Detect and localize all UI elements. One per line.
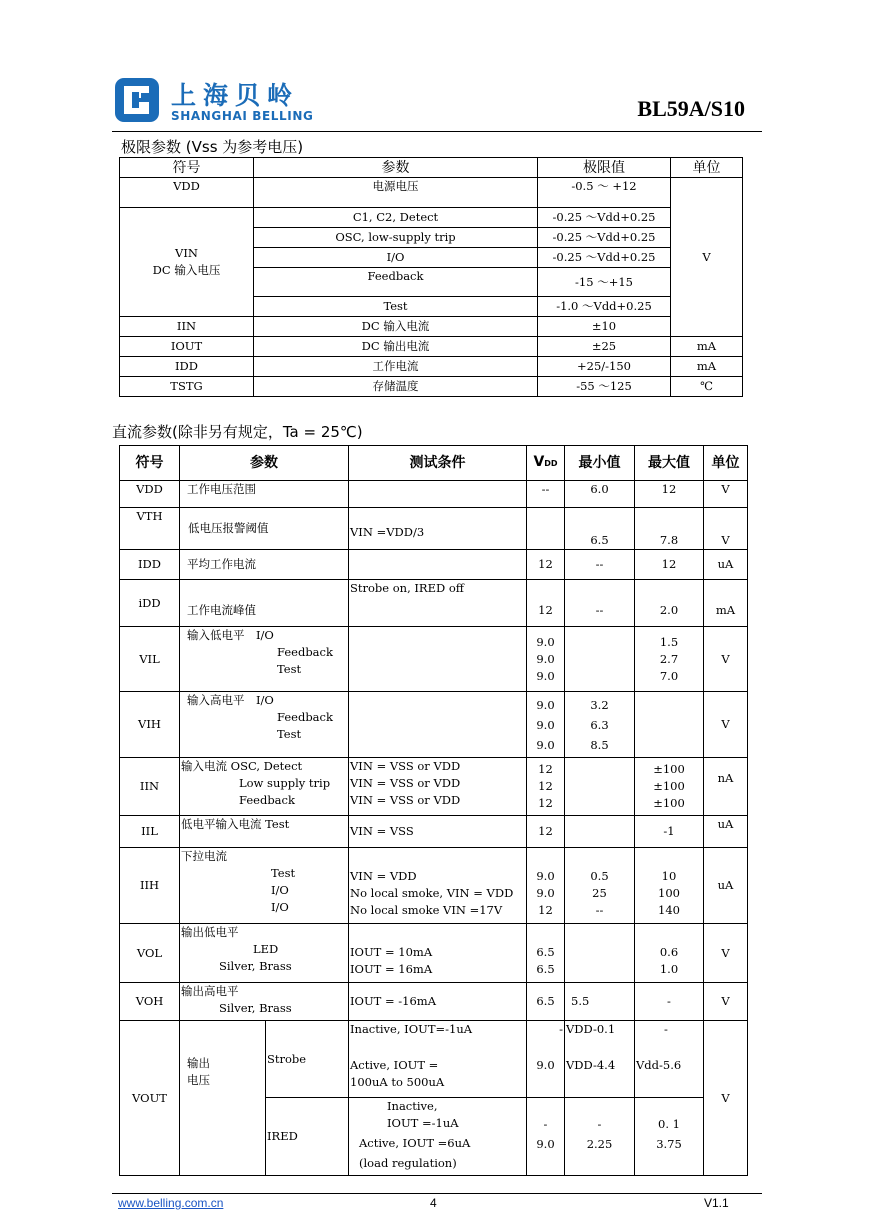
company-logo <box>115 74 315 126</box>
header-vdd <box>527 446 565 481</box>
table-header-row <box>120 158 743 178</box>
param-line: Feedback <box>277 645 333 659</box>
symbol-cell: VIH <box>120 692 180 758</box>
cond-line: VIN = VSS or VDD <box>350 793 461 807</box>
param-line: 输入低电平 I/O <box>187 628 274 642</box>
min-line: VDD-4.4 <box>566 1058 616 1072</box>
limit-cell: -0.25 ～Vdd+0.25 <box>538 208 671 228</box>
table-row <box>120 208 743 228</box>
unit-cell: uA <box>704 816 748 848</box>
min-line: 0.5 <box>590 869 609 883</box>
max-cell: -1 <box>635 816 704 848</box>
header-divider <box>112 131 762 132</box>
min-cell <box>565 1021 635 1098</box>
max-line: 100 <box>658 886 680 900</box>
limit-cell: -55 ～125 <box>538 377 671 397</box>
min-cell <box>565 924 635 983</box>
vdd-line: 6.5 <box>536 945 555 959</box>
table-row <box>120 508 748 550</box>
cond-cell <box>349 924 527 983</box>
param-line: Low supply trip <box>239 776 331 790</box>
vdd-cell <box>527 1021 565 1098</box>
unit-cell: V <box>704 924 748 983</box>
param-cell: 低电平输入电流 Test <box>180 816 349 848</box>
limit-cell: -0.5 ～ +12 <box>538 178 671 208</box>
cond-line: IOUT = 10mA <box>350 945 433 959</box>
vdd-cell <box>527 848 565 924</box>
param-line: LED <box>253 942 279 956</box>
max-cell: 7.8 <box>635 508 704 550</box>
symbol-cell: IIN <box>120 317 254 337</box>
param-line: Test <box>271 866 296 880</box>
sub-param-cell: Strobe <box>266 1021 349 1098</box>
max-line: Vdd-5.6 <box>636 1058 682 1072</box>
param-cell: DC 输出电流 <box>254 337 538 357</box>
cond-line: VIN = VDD <box>350 869 417 883</box>
header-max: 最大值 <box>635 446 704 481</box>
symbol-line: VIN <box>175 246 198 260</box>
header-limit: 极限值 <box>538 158 671 178</box>
table-row <box>120 178 743 208</box>
min-line: - <box>597 1117 602 1131</box>
unit-cell: V <box>704 692 748 758</box>
cond-line: Inactive, <box>387 1099 438 1113</box>
vdd-line: 12 <box>538 762 553 776</box>
sub-param-cell: IRED <box>266 1098 349 1176</box>
cond-cell <box>349 627 527 692</box>
min-cell <box>565 692 635 758</box>
vdd-cell: -- <box>527 481 565 508</box>
table-row <box>120 481 748 508</box>
param-cell: DC 输入电流 <box>254 317 538 337</box>
unit-cell: V <box>704 983 748 1021</box>
param-cell: 工作电流峰值 <box>180 580 349 627</box>
vdd-cell: 6.5 <box>527 983 565 1021</box>
absolute-max-title: 极限参数 (Vss 为参考电压) <box>121 138 304 156</box>
limit-cell: -15 ～+15 <box>538 268 671 297</box>
vdd-line: 9.0 <box>536 869 555 883</box>
symbol-cell <box>120 208 254 317</box>
vdd-line: 12 <box>538 779 553 793</box>
max-line: 2.7 <box>659 651 679 666</box>
param-cell: C1, C2, Detect <box>254 208 538 228</box>
cond-line: VIN = VSS or VDD <box>350 776 461 790</box>
limit-cell: ±10 <box>538 317 671 337</box>
table-row <box>120 337 743 357</box>
unit-cell: V <box>704 481 748 508</box>
table-row <box>120 377 743 397</box>
min-cell <box>565 816 635 848</box>
limit-cell: ±25 <box>538 337 671 357</box>
symbol-cell: IDD <box>120 357 254 377</box>
vdd-line: 9.0 <box>536 651 555 666</box>
max-cell <box>635 848 704 924</box>
vdd-line: 9.0 <box>536 634 555 649</box>
footer-divider <box>112 1193 762 1194</box>
cond-cell <box>349 1021 527 1098</box>
cond-line: No local smoke VIN =17V <box>350 903 503 917</box>
min-line: 25 <box>592 886 607 900</box>
param-cell: 电源电压 <box>254 178 538 208</box>
vdd-cell <box>527 758 565 816</box>
unit-cell: V <box>704 508 748 550</box>
header-unit: 单位 <box>704 446 748 481</box>
param-line: Feedback <box>277 710 333 724</box>
symbol-line: DC 输入电压 <box>152 263 221 277</box>
min-line: 8.5 <box>590 737 609 752</box>
vdd-cell <box>527 627 565 692</box>
table-row <box>120 816 748 848</box>
table-row <box>120 580 748 627</box>
cond-line: Active, IOUT = <box>350 1058 439 1072</box>
brand-name-cn: 上海贝岭 <box>171 81 300 110</box>
brand-name-en: SHANGHAI BELLING <box>171 109 314 123</box>
dc-params-title: 直流参数(除非另有规定，Ta = 25℃) <box>112 423 363 441</box>
max-cell: 12 <box>635 550 704 580</box>
vdd-line: 9.0 <box>536 668 555 683</box>
table-row <box>120 357 743 377</box>
symbol-cell: VDD <box>120 178 254 208</box>
max-cell <box>635 1021 704 1098</box>
cond-cell: VIN =VDD/3 <box>349 508 527 550</box>
vdd-line: - <box>543 1117 548 1131</box>
max-line: 1.5 <box>659 634 679 649</box>
min-cell: 5.5 <box>565 983 635 1021</box>
min-cell: -- <box>565 550 635 580</box>
param-cell: I/O <box>254 248 538 268</box>
param-cell <box>180 758 349 816</box>
max-line: 3.75 <box>656 1137 682 1151</box>
table-row <box>120 924 748 983</box>
unit-cell: mA <box>671 357 743 377</box>
max-cell <box>635 1098 704 1176</box>
table-row <box>120 848 748 924</box>
unit-cell: mA <box>704 580 748 627</box>
unit-cell: V <box>704 1021 748 1176</box>
max-cell: 12 <box>635 481 704 508</box>
max-cell <box>635 692 704 758</box>
header-symbol: 符号 <box>120 446 180 481</box>
max-cell: 2.0 <box>635 580 704 627</box>
symbol-cell: VOUT <box>120 1021 180 1176</box>
vdd-cell <box>527 508 565 550</box>
vdd-cell: 12 <box>527 580 565 627</box>
vdd-cell: 12 <box>527 816 565 848</box>
param-cell <box>180 627 349 692</box>
header-vdd-sub: DD <box>544 459 558 468</box>
vdd-line: 9.0 <box>536 886 555 900</box>
vdd-line: - <box>559 1022 563 1036</box>
param-cell: Test <box>254 297 538 317</box>
vdd-cell: 12 <box>527 550 565 580</box>
max-line: - <box>664 1022 668 1036</box>
cond-cell <box>349 481 527 508</box>
param-line: 输出低电平 <box>181 925 239 939</box>
max-cell: - <box>635 983 704 1021</box>
header-param: 参数 <box>180 446 349 481</box>
symbol-cell: VTH <box>120 508 180 550</box>
unit-cell: V <box>671 178 743 337</box>
vdd-line: 9.0 <box>536 1137 555 1151</box>
param-cell <box>180 848 349 924</box>
website-link[interactable]: www.belling.com.cn <box>118 1196 224 1210</box>
max-line: ±100 <box>653 796 685 810</box>
table-row <box>120 1021 748 1098</box>
header-unit: 单位 <box>671 158 743 178</box>
param-cell: OSC, low-supply trip <box>254 228 538 248</box>
symbol-cell: IDD <box>120 550 180 580</box>
param-cell: Feedback <box>254 268 538 297</box>
cond-line: Inactive, IOUT=-1uA <box>350 1022 473 1036</box>
header-min: 最小值 <box>565 446 635 481</box>
param-line: 输入高电平 I/O <box>187 693 274 707</box>
max-cell <box>635 924 704 983</box>
cond-line: IOUT = 16mA <box>350 962 433 976</box>
min-cell <box>565 1098 635 1176</box>
unit-cell: nA <box>704 758 748 816</box>
param-line: I/O <box>271 883 289 897</box>
min-cell <box>565 627 635 692</box>
cond-cell <box>349 1098 527 1176</box>
unit-cell: uA <box>704 848 748 924</box>
unit-cell: ℃ <box>671 377 743 397</box>
min-cell: -- <box>565 580 635 627</box>
param-cell <box>180 983 349 1021</box>
cond-line: (load regulation) <box>359 1156 457 1170</box>
belling-logo-icon <box>115 78 159 122</box>
cond-cell: IOUT = -16mA <box>349 983 527 1021</box>
limit-cell: +25/-150 <box>538 357 671 377</box>
table-row <box>120 627 748 692</box>
param-line: 输入电流 OSC, Detect <box>181 759 303 773</box>
min-cell: 6.5 <box>565 508 635 550</box>
vdd-line: 9.0 <box>536 717 555 732</box>
absolute-max-table <box>119 157 743 397</box>
vdd-line: 12 <box>538 796 553 810</box>
symbol-cell: IOUT <box>120 337 254 357</box>
symbol-cell: IIN <box>120 758 180 816</box>
header-cond: 测试条件 <box>349 446 527 481</box>
cond-cell <box>349 692 527 758</box>
symbol-cell: VOH <box>120 983 180 1021</box>
cond-cell <box>349 550 527 580</box>
vdd-cell <box>527 924 565 983</box>
param-cell: 平均工作电流 <box>180 550 349 580</box>
table-row <box>120 758 748 816</box>
min-line: 3.2 <box>590 697 609 712</box>
vdd-line: 9.0 <box>536 697 555 712</box>
cond-line: 100uA to 500uA <box>350 1075 445 1089</box>
param-line: Silver, Brass <box>219 1001 292 1015</box>
max-line: 7.0 <box>659 668 679 683</box>
param-cell: 存储温度 <box>254 377 538 397</box>
symbol-cell: iDD <box>120 580 180 627</box>
page-number: 4 <box>430 1196 437 1210</box>
cond-line: Active, IOUT =6uA <box>359 1136 471 1150</box>
model-number: BL59A/S10 <box>637 96 745 121</box>
param-cell <box>180 692 349 758</box>
unit-cell: uA <box>704 550 748 580</box>
param-line: 下拉电流 <box>181 849 227 863</box>
table-header-row <box>120 446 748 481</box>
vdd-line: 6.5 <box>536 962 555 976</box>
max-line: 1.0 <box>659 962 679 976</box>
header-vdd-main: V <box>533 454 545 470</box>
param-cell <box>180 1021 266 1176</box>
min-line: VDD-0.1 <box>566 1022 616 1036</box>
param-line: 输出高电平 <box>181 984 239 998</box>
max-cell <box>635 758 704 816</box>
param-line: I/O <box>271 900 289 914</box>
max-line: 10 <box>661 869 677 883</box>
cond-line: IOUT =-1uA <box>387 1116 459 1130</box>
symbol-cell: TSTG <box>120 377 254 397</box>
min-cell: 6.0 <box>565 481 635 508</box>
table-row <box>120 983 748 1021</box>
unit-cell: mA <box>671 337 743 357</box>
cond-cell: Strobe on, IRED off <box>349 580 527 627</box>
header-param: 参数 <box>254 158 538 178</box>
symbol-cell: VIL <box>120 627 180 692</box>
param-line: 电压 <box>187 1073 210 1087</box>
vdd-line: 9.0 <box>536 737 555 752</box>
min-line: -- <box>595 903 604 917</box>
symbol-cell: VOL <box>120 924 180 983</box>
param-line: Silver, Brass <box>219 959 292 973</box>
min-line: 6.3 <box>590 717 609 732</box>
min-cell <box>565 848 635 924</box>
max-cell <box>635 627 704 692</box>
unit-cell: V <box>704 627 748 692</box>
table-row <box>120 692 748 758</box>
header-symbol: 符号 <box>120 158 254 178</box>
cond-cell <box>349 848 527 924</box>
limit-cell: -0.25 ～Vdd+0.25 <box>538 248 671 268</box>
cond-line: No local smoke, VIN = VDD <box>350 886 514 900</box>
max-line: ±100 <box>653 779 685 793</box>
limit-cell: -0.25 ～Vdd+0.25 <box>538 228 671 248</box>
param-line: Test <box>277 662 302 676</box>
max-line: ±100 <box>653 762 685 776</box>
param-cell <box>180 924 349 983</box>
vdd-line: 12 <box>538 903 553 917</box>
table-row <box>120 550 748 580</box>
table-row <box>120 317 743 337</box>
cond-cell <box>349 758 527 816</box>
max-line: 0.6 <box>659 945 679 959</box>
param-cell: 低电压报警阈值 <box>180 508 349 550</box>
param-cell: 工作电压范围 <box>180 481 349 508</box>
param-line: Test <box>277 727 302 741</box>
symbol-cell: VDD <box>120 481 180 508</box>
cond-line: VIN = VSS or VDD <box>350 759 461 773</box>
vdd-line: 9.0 <box>536 1058 555 1072</box>
vdd-cell <box>527 692 565 758</box>
min-line: 2.25 <box>586 1137 613 1151</box>
param-line: Feedback <box>239 793 295 807</box>
min-cell <box>565 758 635 816</box>
cond-cell: VIN = VSS <box>349 816 527 848</box>
vdd-cell <box>527 1098 565 1176</box>
param-cell: 工作电流 <box>254 357 538 377</box>
dc-params-table <box>119 445 748 1176</box>
max-line: 0. 1 <box>658 1117 680 1131</box>
symbol-cell: IIL <box>120 816 180 848</box>
symbol-cell: IIH <box>120 848 180 924</box>
max-line: 140 <box>658 903 680 917</box>
document-version: V1.1 <box>704 1196 729 1210</box>
param-line: 输出 <box>187 1056 210 1070</box>
limit-cell: -1.0 ～Vdd+0.25 <box>538 297 671 317</box>
